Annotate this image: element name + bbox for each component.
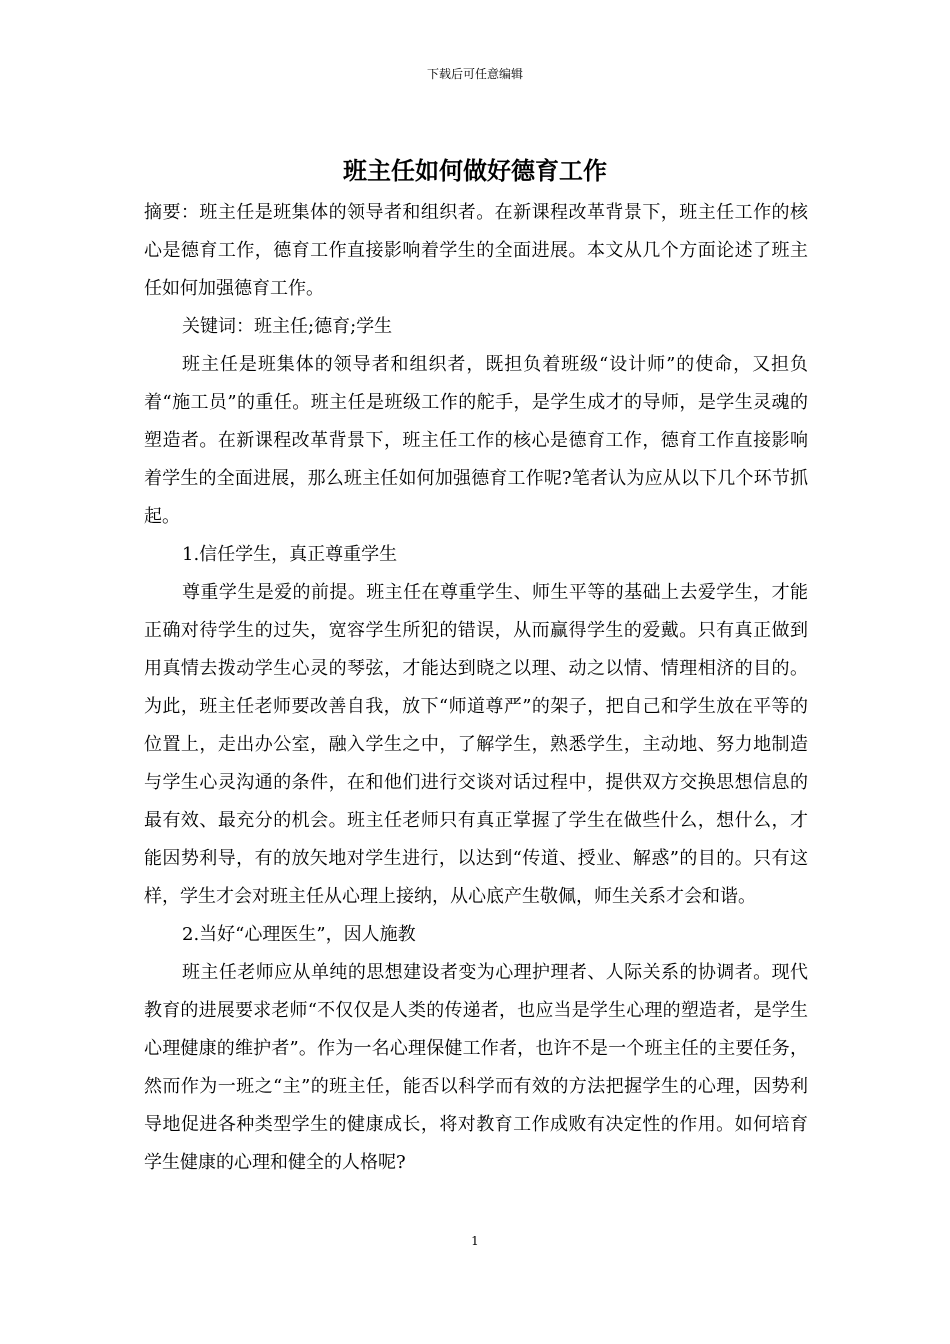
- section-2-paragraph: 班主任老师应从单纯的思想建设者变为心理护理者、人际关系的协调者。现代教育的进展要求老师“不仅仅是人类的传递者，也应当是学生心理的塑造者，是学生心理健康的维护者”。作为一名心理保健工作者，也许不是一个班主任的主要任务，然而作为一班之“主”的班主任，能否以科学而有效的方法把握学生的心理，因势利导地促进各种类型学生的健康成长，将对教育工作成败有决定性的作用。如何培育学生健康的心理和健全的人格呢?: [144, 962, 808, 1173]
- keywords-paragraph: 关键词：班主任;德育;学生: [182, 316, 393, 337]
- intro-paragraph: 班主任是班集体的领导者和组织者，既担负着班级“设计师”的使命，又担负着“施工员”的重任。班主任是班级工作的舵手，是学生成才的导师，是学生灵魂的塑造者。在新课程改革背景下，班主任工作的核心是德育工作，德育工作直接影响着学生的全面进展，那么班主任如何加强德育工作呢?笔者认为应从以下几个环节抓起。: [144, 354, 808, 527]
- abstract-paragraph: 摘要：班主任是班集体的领导者和组织者。在新课程改革背景下，班主任工作的核心是德育工作，德育工作直接影响着学生的全面进展。本文从几个方面论述了班主任如何加强德育工作。: [144, 202, 808, 299]
- document-title: 班主任如何做好德育工作: [343, 156, 607, 185]
- page-header-note: 下载后可任意编辑: [426, 67, 523, 81]
- section-1-paragraph: 尊重学生是爱的前提。班主任在尊重学生、师生平等的基础上去爱学生，才能正确对待学生的过失，宽容学生所犯的错误，从而赢得学生的爱戴。只有真正做到用真情去拨动学生心灵的琴弦，才能达到晓之以理、动之以情、情理相济的目的。为此，班主任老师要改善自我，放下“师道尊严”的架子，把自己和学生放在平等的位置上，走出办公室，融入学生之中，了解学生，熟悉学生，主动地、努力地制造与学生心灵沟通的条件，在和他们进行交谈对话过程中，提供双方交换思想信息的最有效、最充分的机会。班主任老师只有真正掌握了学生在做些什么，想什么，才能因势利导，有的放矢地对学生进行，以达到“传道、授业、解惑”的目的。只有这样，学生才会对班主任从心理上接纳，从心底产生敬佩，师生关系才会和谐。: [144, 582, 808, 907]
- page-number: 1: [471, 1234, 479, 1248]
- section-heading-2: 2.当好“心理医生”，因人施教: [182, 924, 416, 945]
- section-heading-1: 1.信任学生，真正尊重学生: [182, 544, 398, 565]
- document-body: [144, 194, 808, 1182]
